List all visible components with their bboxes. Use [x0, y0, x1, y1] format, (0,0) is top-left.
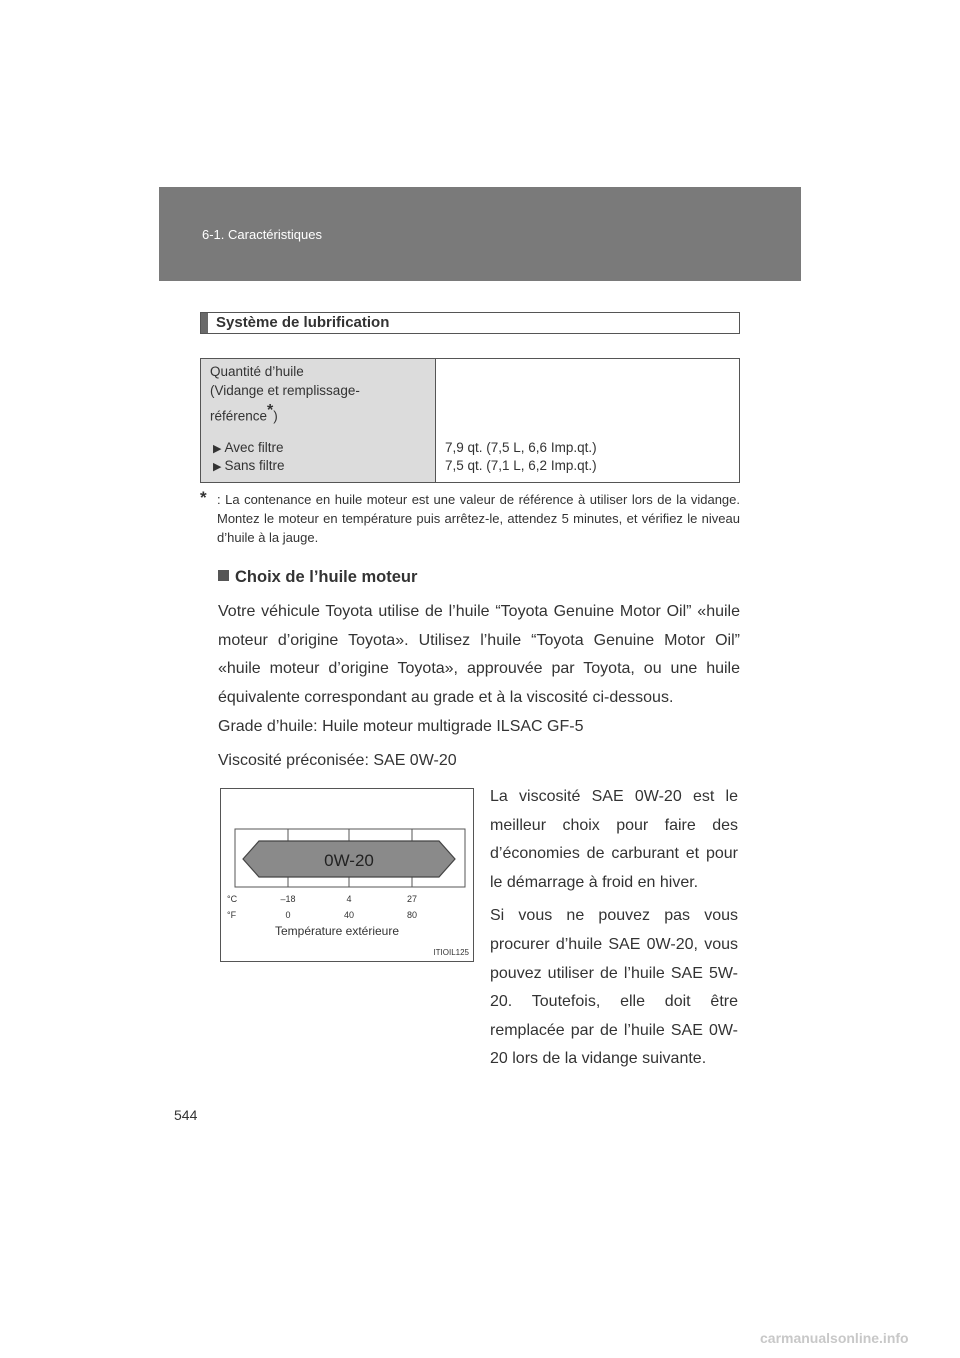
section-title-bar	[200, 312, 740, 334]
figure-code: ITIOIL125	[433, 948, 469, 957]
subheading: Choix de l’huile moteur	[218, 568, 417, 587]
celsius-tick: 27	[406, 894, 418, 904]
table-row-label: ▶ Sans filtre	[213, 458, 285, 473]
figure-caption: Température extérieure	[274, 924, 400, 938]
table-row-label: ▶ Avec filtre	[213, 440, 284, 455]
oil-label: 0W-20	[324, 851, 374, 870]
page-number: 544	[174, 1107, 198, 1123]
side-text	[490, 783, 738, 1079]
oil-viscosity: Viscosité préconisée: SAE 0W-20	[218, 752, 457, 769]
header-band	[159, 187, 801, 281]
footnote-text: : La contenance en huile moteur est une valeur de référence à utiliser lors de la vidange. Montez le moteur en température puis arrêtez-le, attendez 5 minutes, et vérifiez le niveau d’huile à la jauge.	[217, 492, 740, 545]
table-row-value: 7,9 qt. (7,5 L, 6,6 Imp.qt.)	[445, 440, 597, 455]
footnote-star: *	[200, 488, 207, 507]
footnote	[200, 490, 740, 547]
fahrenheit-tick: 0	[285, 910, 291, 920]
side-paragraph-2: Si vous ne pouvez pas vous procurer d’huile SAE 0W-20, vous pouvez utiliser de l’huile SAE 5W-20. Toutefois, elle doit être remplacée par de l’huile SAE 0W-20 lors de la vidange suivante.	[490, 907, 738, 1068]
table-row-value: 7,5 qt. (7,1 L, 6,2 Imp.qt.)	[445, 458, 597, 473]
oil-capacity-table	[200, 358, 740, 483]
triangle-bullet-icon: ▶	[213, 461, 222, 473]
viscosity-diagram	[221, 789, 475, 963]
table-label-cell	[201, 359, 436, 482]
label-line-1: Quantité d’huile	[210, 364, 304, 379]
oil-grade: Grade d’huile: Huile moteur multigrade ILSAC GF-5	[218, 718, 584, 735]
side-paragraph-1: La viscosité SAE 0W-20 est le meilleur choix pour faire des d’économies de carburant et pour le démarrage à froid en hiver.	[490, 788, 738, 891]
celsius-unit: °C	[227, 894, 238, 904]
celsius-tick: –18	[280, 894, 296, 904]
fahrenheit-unit: °F	[227, 910, 237, 920]
title-accent	[201, 313, 208, 333]
fahrenheit-tick: 40	[343, 910, 355, 920]
section-title: Système de lubrification	[216, 314, 390, 331]
section-label: 6-1. Caractéristiques	[202, 227, 322, 242]
celsius-tick: 4	[346, 894, 352, 904]
label-line-3: référence*)	[210, 402, 278, 424]
fahrenheit-tick: 80	[406, 910, 418, 920]
square-bullet-icon	[218, 570, 229, 581]
label-line-2: (Vidange et remplissage-	[210, 383, 360, 398]
triangle-bullet-icon: ▶	[213, 443, 222, 455]
viscosity-figure	[220, 788, 474, 962]
watermark: carmanualsonline.info	[760, 1330, 909, 1346]
body-paragraph: Votre véhicule Toyota utilise de l’huile “Toyota Genuine Motor Oil” «huile moteur d’origine Toyota». Utilisez l’huile “Toyota Genuine Motor Oil” «huile moteur d’origine Toyota», approuvée par Toyota, ou une huile équivalente correspondant au grade et à la viscosité ci-dessous.	[218, 603, 740, 706]
